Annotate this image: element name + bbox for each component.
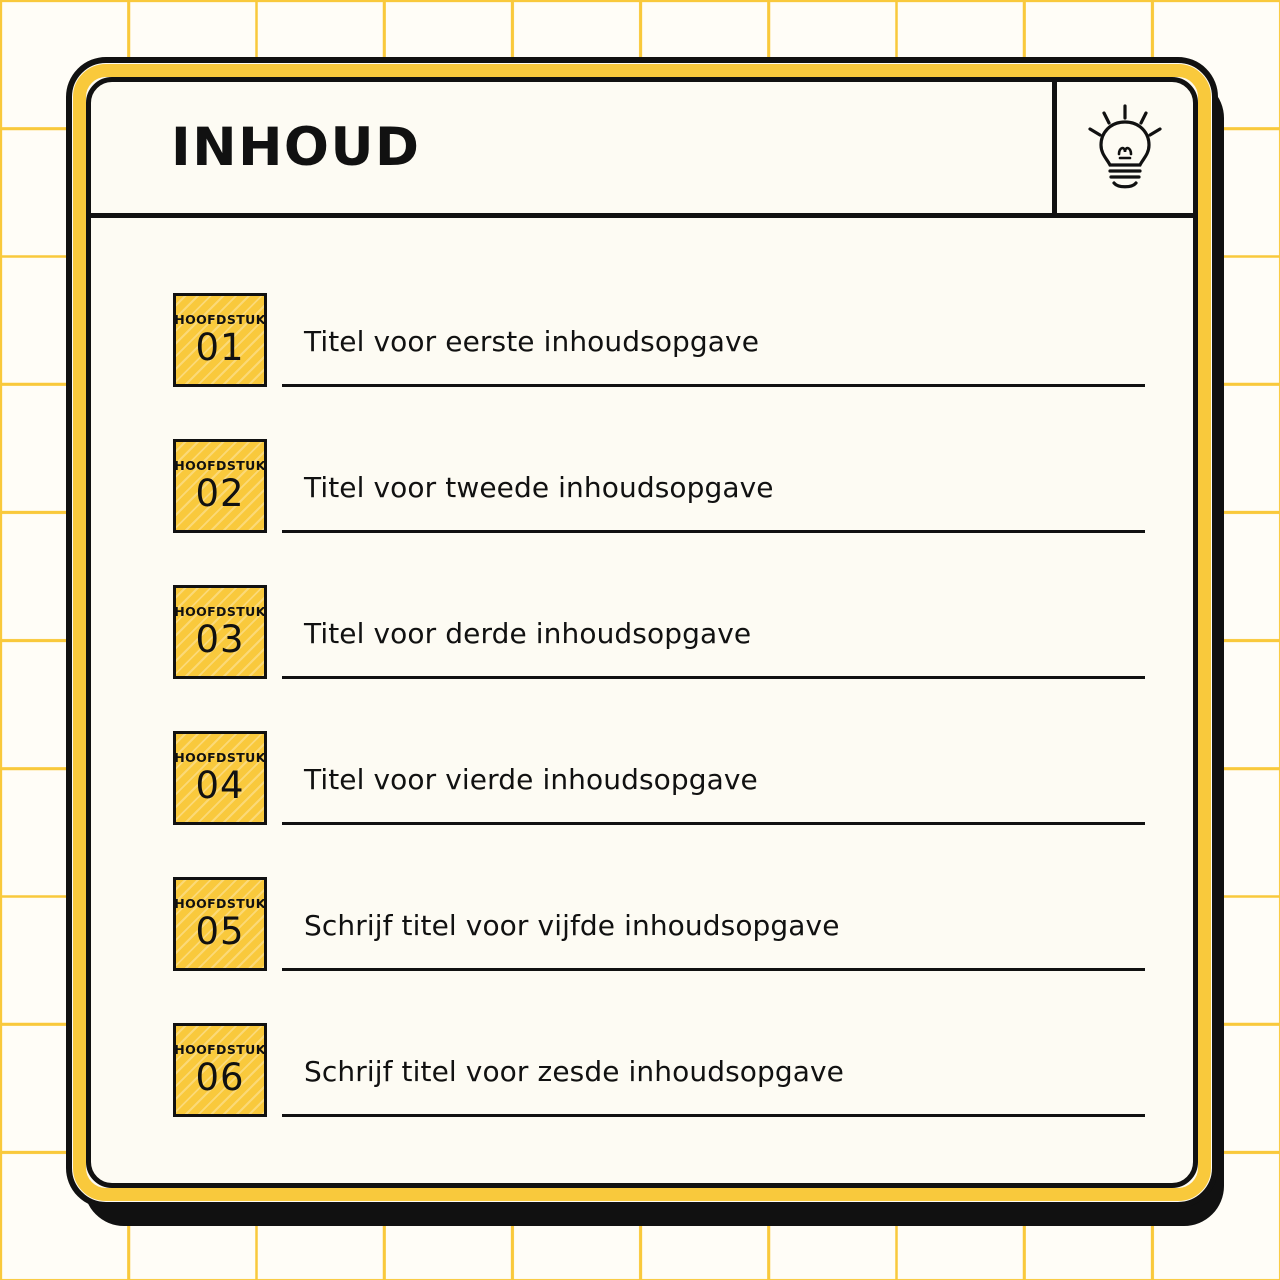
chapter-number: 01 [195, 325, 245, 369]
entry-title: Titel voor eerste inhoudsopgave [304, 325, 760, 359]
list-item[interactable] [173, 293, 1145, 387]
chapter-kicker: HOOFDSTUK [174, 604, 266, 620]
content-card [66, 57, 1218, 1208]
chapter-number: 03 [195, 617, 245, 661]
table-of-contents-list [91, 218, 1193, 1183]
list-item[interactable] [173, 877, 1145, 971]
chapter-number: 02 [195, 471, 245, 515]
chapter-badge [173, 439, 267, 533]
entry-title: Schrijf titel voor vijfde inhoudsopgave [304, 909, 840, 943]
chapter-kicker: HOOFDSTUK [174, 750, 266, 766]
chapter-number: 05 [195, 909, 245, 953]
card-header [91, 82, 1193, 218]
entry-underline [282, 877, 1145, 971]
entry-underline [282, 731, 1145, 825]
entry-title: Schrijf titel voor zesde inhoudsopgave [304, 1055, 844, 1089]
entry-underline [282, 585, 1145, 679]
page-title: INHOUD [171, 117, 421, 178]
entry-title: Titel voor derde inhoudsopgave [304, 617, 752, 651]
list-item[interactable] [173, 731, 1145, 825]
chapter-kicker: HOOFDSTUK [174, 458, 266, 474]
chapter-number: 04 [195, 763, 245, 807]
list-item[interactable] [173, 439, 1145, 533]
header-icon-box [1052, 82, 1193, 213]
lightbulb-icon [1082, 102, 1168, 194]
chapter-number: 06 [195, 1055, 245, 1099]
chapter-kicker: HOOFDSTUK [174, 896, 266, 912]
chapter-kicker: HOOFDSTUK [174, 312, 266, 328]
list-item[interactable] [173, 1023, 1145, 1117]
chapter-badge [173, 1023, 267, 1117]
chapter-badge [173, 877, 267, 971]
entry-title: Titel voor tweede inhoudsopgave [304, 471, 774, 505]
card-inner-panel [86, 77, 1198, 1188]
chapter-kicker: HOOFDSTUK [174, 1042, 266, 1058]
entry-underline [282, 1023, 1145, 1117]
entry-title: Titel voor vierde inhoudsopgave [304, 763, 758, 797]
entry-underline [282, 293, 1145, 387]
chapter-badge [173, 293, 267, 387]
entry-underline [282, 439, 1145, 533]
chapter-badge [173, 585, 267, 679]
chapter-badge [173, 731, 267, 825]
list-item[interactable] [173, 585, 1145, 679]
